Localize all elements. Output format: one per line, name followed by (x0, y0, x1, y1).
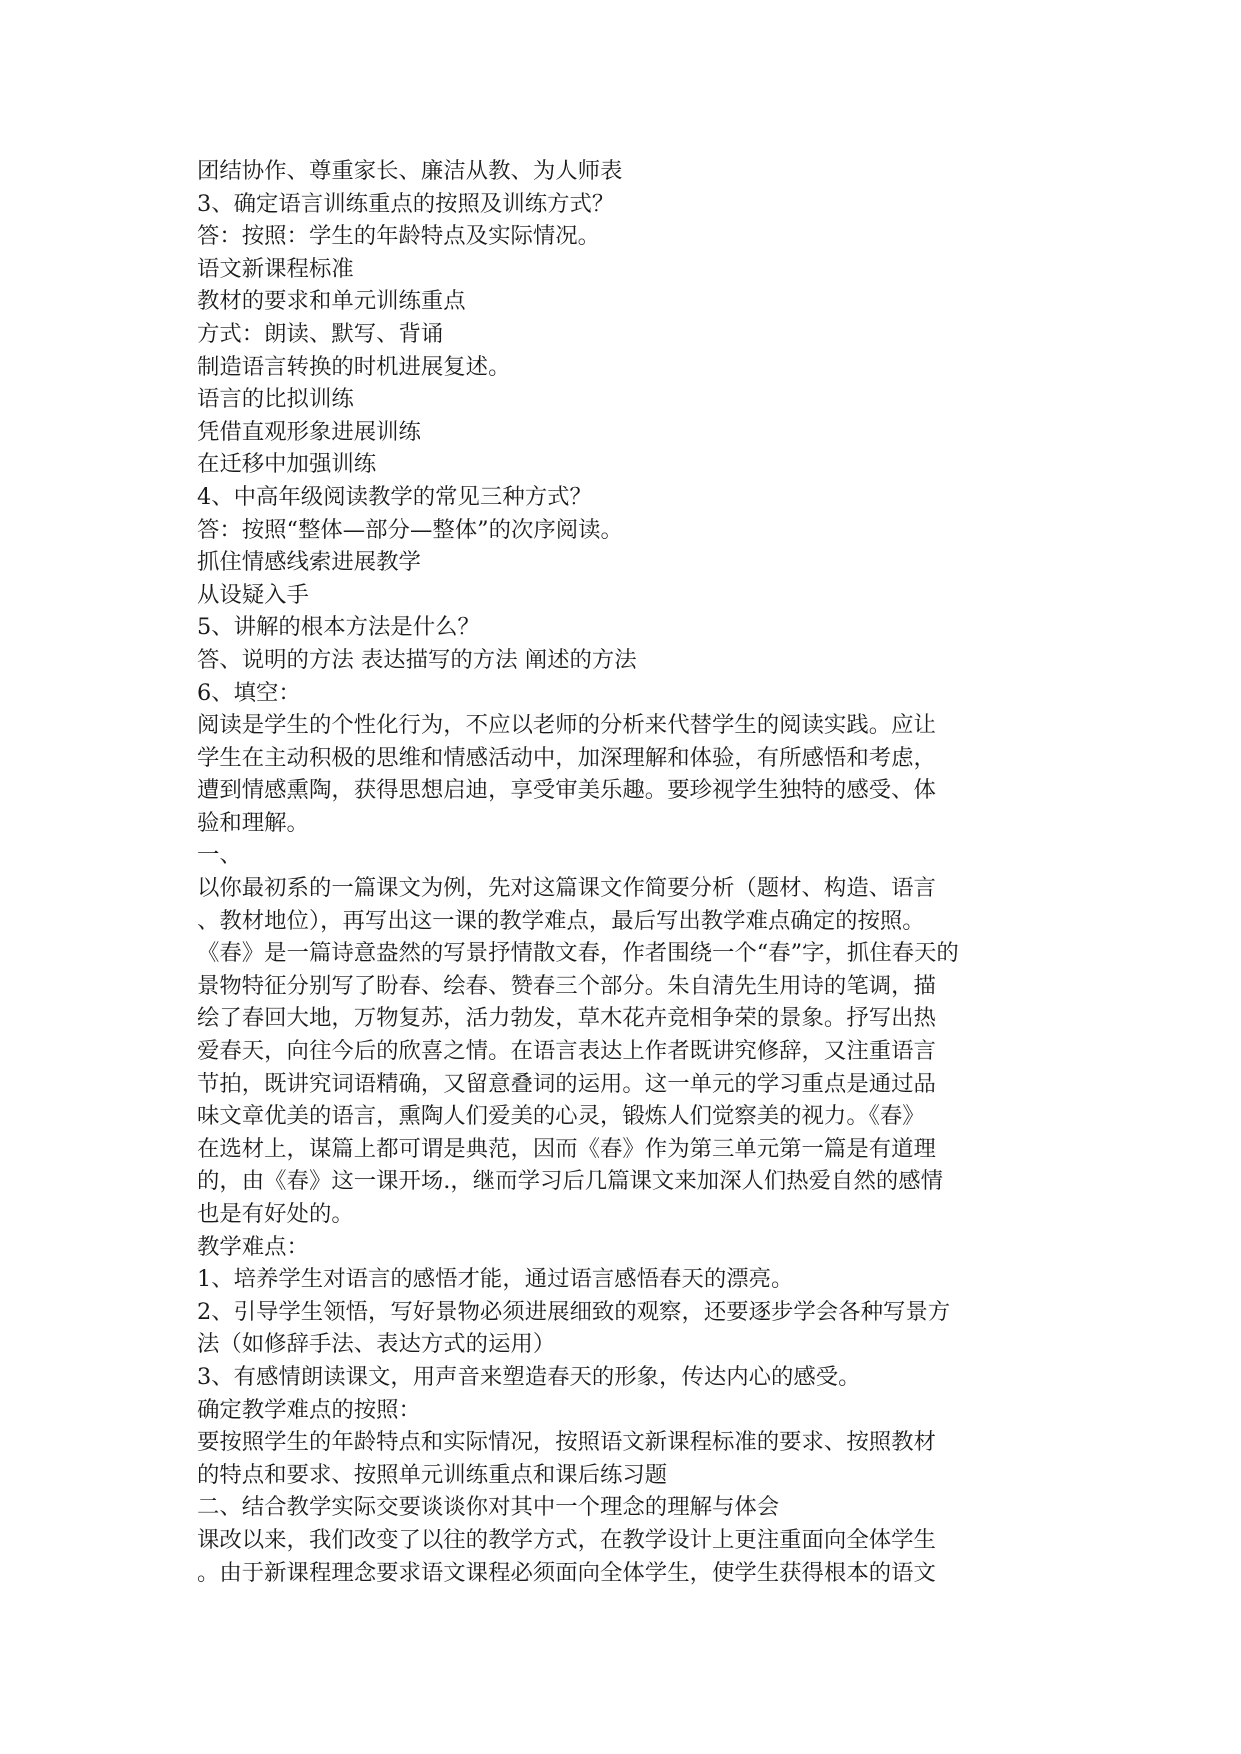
paragraph-line: 。由于新课程理念要求语文课程必须面向全体学生，使学生获得根本的语文 (197, 1559, 936, 1586)
paragraph-line: 也是有好处的。 (197, 1201, 354, 1227)
text-line: 凭借直观形象进展训练 (197, 418, 421, 445)
list-item: 1、培养学生对语言的感悟才能，通过语言感悟春天的漂亮。 (197, 1266, 794, 1293)
list-item: 法（如修辞手法、表达方式的运用） (197, 1331, 556, 1358)
text-line: 从设疑入手 (197, 581, 309, 608)
paragraph-line: 《春》是一篇诗意盎然的写景抒情散文春，作者围绕一个“春”字，抓住春天的 (197, 940, 959, 967)
text-line: 答、说明的方法 表达描写的方法 阐述的方法 (197, 646, 637, 673)
paragraph-line: 要按照学生的年龄特点和实际情况，按照语文新课程标准的要求、按照教材 (197, 1429, 936, 1456)
paragraph-line: 的，由《春》这一课开场.，继而学习后几篇课文来加深人们热爱自然的感情 (197, 1168, 944, 1195)
paragraph-line: 爱春天，向往今后的欣喜之情。在语言表达上作者既讲究修辞，又注重语言 (197, 1038, 936, 1065)
paragraph-line: 遭到情感熏陶，获得思想启迪，享受审美乐趣。要珍视学生独特的感受、体 (197, 777, 936, 804)
document-page (197, 155, 1057, 1589)
section-heading: 教学难点： (197, 1233, 309, 1260)
paragraph-line: 在选材上，谋篇上都可谓是典范，因而《春》作为第三单元第一篇是有道理 (197, 1135, 936, 1162)
list-item: 2、引导学生领悟，写好景物必须进展细致的观察，还要逐步学会各种写景方 (197, 1298, 951, 1325)
paragraph-line: 绘了春回大地，万物复苏，活力勃发，草木花卉竞相争荣的景象。抒写出热 (197, 1005, 936, 1032)
text-line: 在迁移中加强训练 (197, 451, 377, 478)
list-item: 3、有感情朗读课文，用声音来塑造春天的形象，传达内心的感受。 (197, 1363, 861, 1390)
text-line: 教材的要求和单元训练重点 (197, 288, 466, 315)
paragraph-line: 学生在主动积极的思维和情感活动中，加深理解和体验，有所感悟和考虑， (197, 744, 936, 771)
paragraph-line: 的特点和要求、按照单元训练重点和课后练习题 (197, 1461, 668, 1488)
section-heading: 二、结合教学实际交要谈谈你对其中一个理念的理解与体会 (197, 1494, 780, 1521)
text-line: 答：按照：学生的年龄特点及实际情况。 (197, 223, 601, 250)
paragraph-line: 以你最初系的一篇课文为例，先对这篇课文作简要分析（题材、构造、语言 (197, 875, 936, 902)
text-line: 抓住情感线索进展教学 (197, 549, 421, 576)
paragraph-line: 节拍，既讲究词语精确，又留意叠词的运用。这一单元的学习重点是通过品 (197, 1070, 936, 1097)
text-line: 制造语言转换的时机进展复述。 (197, 353, 511, 380)
question-heading: 4、中高年级阅读教学的常见三种方式？ (197, 483, 592, 510)
section-heading: 一、 (197, 842, 242, 869)
text-line: 答：按照“整体—部分—整体”的次序阅读。 (197, 516, 623, 543)
text-line: 方式：朗读、默写、背诵 (197, 320, 444, 347)
paragraph-line: 验和理解。 (197, 809, 309, 836)
text-line: 语言的比拟训练 (197, 386, 354, 413)
paragraph-line: 阅读是学生的个性化行为，不应以老师的分析来代替学生的阅读实践。应让 (197, 712, 936, 739)
paragraph-line: 课改以来，我们改变了以往的教学方式，在教学设计上更注重面向全体学生 (197, 1526, 936, 1553)
paragraph-line: 味文章优美的语言，熏陶人们爱美的心灵，锻炼人们觉察美的视力。《春》 (197, 1103, 925, 1130)
section-heading: 确定教学难点的按照： (197, 1396, 421, 1423)
question-heading: 3、确定语言训练重点的按照及训练方式？ (197, 190, 615, 217)
question-heading: 6、填空： (197, 679, 301, 706)
paragraph-line: 、教材地位），再写出这一课的教学难点，最后写出教学难点确定的按照。 (197, 907, 925, 934)
question-heading: 5、讲解的根本方法是什么？ (197, 614, 480, 641)
text-line: 语文新课程标准 (197, 255, 354, 282)
paragraph-line: 景物特征分别写了盼春、绘春、赞春三个部分。朱自清先生用诗的笔调，描 (197, 972, 936, 999)
text-line: 团结协作、尊重家长、廉洁从教、为人师表 (197, 158, 623, 184)
